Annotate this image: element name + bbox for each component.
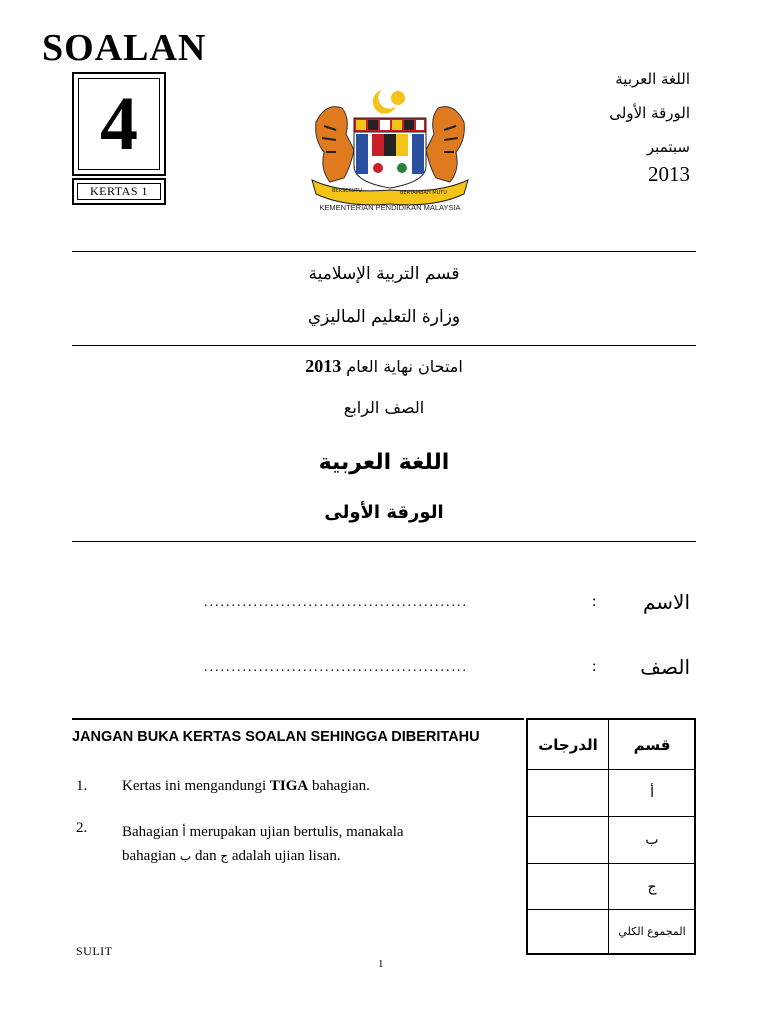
class-colon: : [592, 658, 597, 675]
score-table [526, 718, 696, 955]
divider-2 [72, 345, 696, 346]
col-section-header: قسم [633, 735, 671, 754]
col-marks-header: الدرجات [538, 735, 598, 754]
marks-cell-total[interactable] [528, 910, 608, 953]
header-subject: اللغة العربية [615, 70, 690, 88]
department-line-1: قسم التربية الإسلامية [308, 264, 460, 284]
kertas-label: KERTAS 1 [77, 183, 161, 200]
footer-sulit: SULIT [76, 944, 113, 958]
class-field[interactable]: ................................................ [204, 660, 468, 675]
item-2-jim: ج [220, 849, 229, 863]
item-1-post: bahagian. [308, 778, 370, 794]
logo-caption: KEMENTERIAN PENDIDIKAN MALAYSIA [319, 203, 461, 212]
item-2-d: dan [191, 848, 221, 864]
item-1-number: 1. [76, 778, 88, 794]
question-number: 4 [78, 78, 160, 170]
item-1-bold: TIGA [269, 778, 309, 794]
item-1-text [122, 778, 370, 795]
marks-cell-c[interactable] [528, 864, 608, 909]
department-line-2: وزارة التعليم الماليزي [307, 307, 461, 327]
name-colon: : [592, 593, 597, 610]
question-number-box [72, 72, 166, 176]
section-total: المجموع الكلي [618, 925, 686, 938]
footer-page-number: 1 [378, 958, 384, 970]
logo-ribbon-left: BERSEKUTU [332, 188, 362, 194]
soalan-heading: SOALAN [42, 27, 207, 69]
divider-3 [72, 541, 696, 542]
header-month: سبتمبر [646, 138, 690, 156]
item-2-b: merupakan ujian bertulis, manakala [185, 824, 404, 840]
header-year: 2013 [648, 162, 690, 186]
exam-title-text: امتحان نهاية العام [346, 357, 463, 376]
item-2-a: Bahagian [122, 824, 183, 840]
class-label: الصف [640, 655, 690, 679]
divider-1 [72, 251, 696, 252]
instructions-panel [72, 718, 524, 957]
header-paper: الورقة الأولى [609, 104, 690, 122]
instructions-heading: JANGAN BUKA KERTAS SOALAN SEHINGGA DIBERITAHU [72, 729, 480, 745]
name-label: الاسم [642, 590, 690, 614]
item-2-text [122, 820, 404, 868]
marks-cell-b[interactable] [528, 817, 608, 863]
item-2-c: bahagian [122, 848, 180, 864]
ministry-crest-logo [302, 82, 478, 232]
exam-paper: الورقة الأولى [324, 502, 444, 523]
name-field[interactable]: ................................................ [204, 595, 468, 610]
item-2-ba: ب [179, 849, 192, 863]
item-2-alif: أ [182, 825, 186, 839]
item-2-e: adalah ujian lisan. [228, 848, 341, 864]
exam-subject: اللغة العربية [318, 450, 450, 475]
exam-title-year: 2013 [305, 356, 342, 376]
exam-grade: الصف الرابع [343, 398, 425, 417]
kertas-box [72, 178, 166, 205]
section-b: ب [645, 832, 659, 848]
score-table-divider [608, 720, 609, 953]
marks-cell-a[interactable] [528, 770, 608, 816]
item-2-number: 2. [76, 820, 88, 836]
section-c: ج [647, 878, 657, 895]
exam-title [72, 356, 696, 377]
section-a: أ [650, 785, 654, 801]
logo-ribbon-right: BERTAMBAH MUTU [400, 190, 447, 196]
item-1-pre: Kertas ini mengandungi [122, 778, 270, 794]
